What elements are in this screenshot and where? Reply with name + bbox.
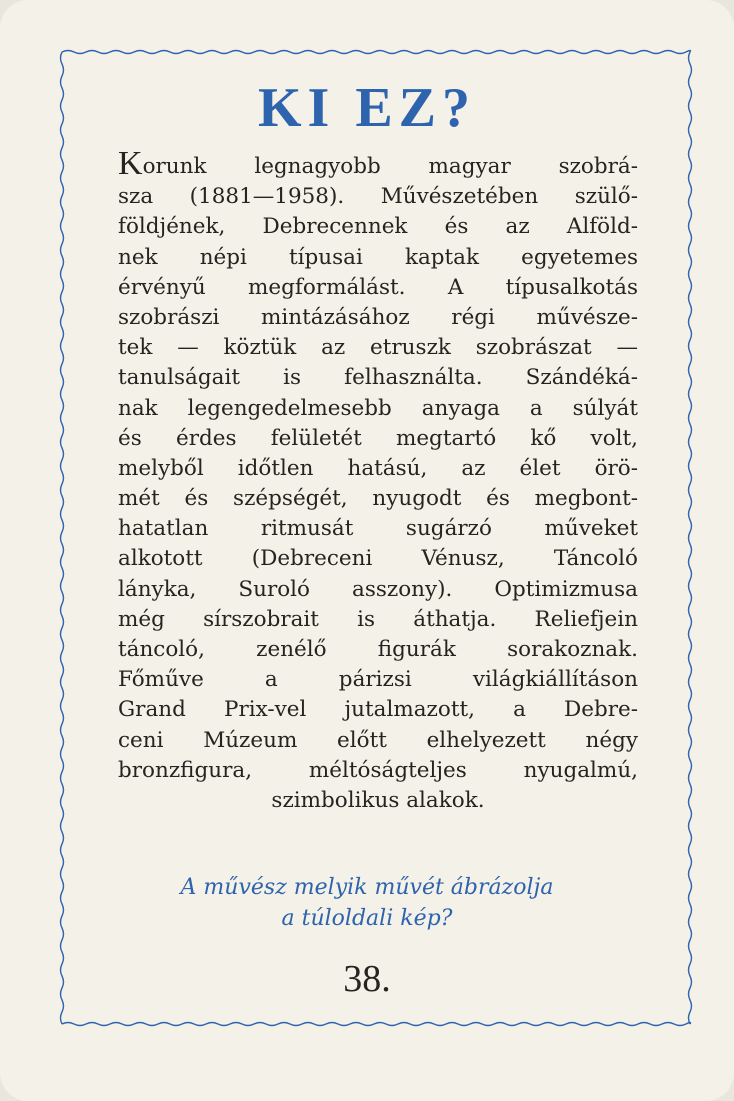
border-top-line bbox=[62, 51, 691, 54]
body-line: és érdes felületét megtartó kő volt, bbox=[118, 425, 638, 451]
biography-text bbox=[118, 145, 638, 816]
body-line: mét és szépségét, nyugodt és megbont- bbox=[118, 486, 638, 512]
body-line: alkotott (Debreceni Vénusz, Táncoló bbox=[118, 546, 638, 572]
body-line: földjének, Debrecennek és az Alföld- bbox=[118, 214, 638, 240]
body-line: szobrászi mintázásához régi művésze- bbox=[118, 304, 638, 330]
body-line: szimbolikus alakok. bbox=[271, 787, 485, 813]
body-line: melyből időtlen hatású, az élet örö- bbox=[118, 455, 638, 481]
body-line: Főműve a párizsi világkiállításon bbox=[118, 667, 638, 693]
drop-cap: K bbox=[118, 145, 143, 182]
body-line: ceni Múzeum előtt elhelyezett négy bbox=[118, 727, 638, 753]
border-bottom-line bbox=[62, 1023, 691, 1026]
question-line-2: a túloldali kép? bbox=[281, 906, 453, 931]
question-text bbox=[0, 872, 734, 934]
body-line: lányka, Suroló asszony). Optimizmusa bbox=[118, 576, 638, 602]
card-number: 38. bbox=[343, 958, 391, 1000]
body-line-text: orunk legnagyobb magyar szobrá- bbox=[142, 154, 638, 179]
body-line bbox=[118, 145, 638, 182]
question-line-1: A művész melyik művét ábrázolja bbox=[180, 875, 554, 900]
body-line: nak legengedelmesebb anyaga a súlyát bbox=[118, 395, 638, 421]
body-line: nek népi típusai kaptak egyetemes bbox=[118, 244, 638, 270]
body-line: Grand Prix-vel jutalmazott, a Debre- bbox=[118, 697, 638, 723]
body-line: sza (1881—1958). Művészetében szülő- bbox=[118, 184, 638, 210]
body-line: táncoló, zenélő figurák sorakoznak. bbox=[118, 637, 638, 662]
body-line: tanulságait is felhasználta. Szándéká- bbox=[118, 365, 638, 391]
body-line: érvényű megformálást. A típusalkotás bbox=[118, 274, 638, 300]
body-line: tek — köztük az etruszk szobrászat — bbox=[118, 335, 638, 361]
body-line: még sírszobrait is áthatja. Reliefjein bbox=[118, 606, 638, 632]
body-line: bronzfigura, méltóságteljes nyugalmú, bbox=[118, 757, 638, 783]
card-title: KI EZ? bbox=[257, 77, 477, 139]
body-line: hatatlan ritmusát sugárzó műveket bbox=[118, 516, 638, 542]
